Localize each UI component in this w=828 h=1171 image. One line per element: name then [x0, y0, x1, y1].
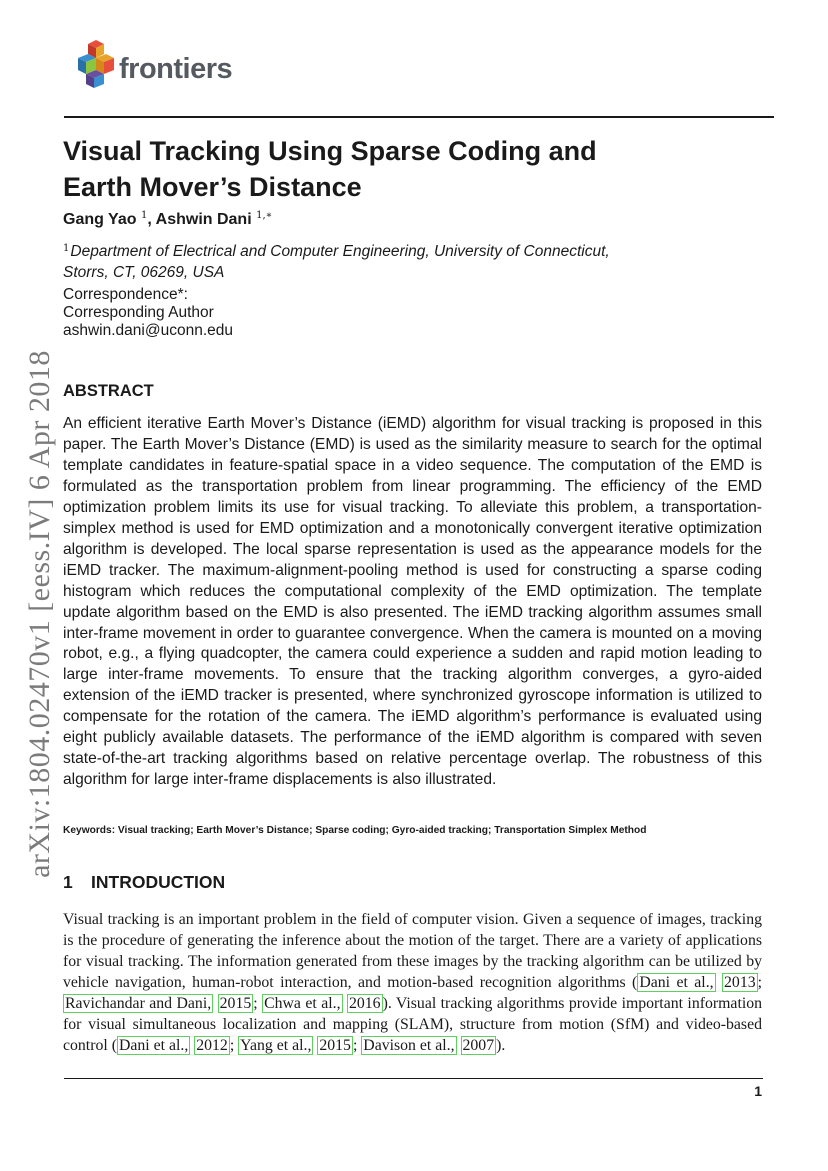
affiliation-line-1: Department of Electrical and Computer Engineering, University of Connecticut,: [70, 243, 610, 260]
correspondence-label: Correspondence*:: [63, 286, 188, 303]
citation-link[interactable]: Yang et al.,: [240, 1037, 312, 1054]
citation-separator: ;: [229, 1037, 239, 1054]
header-rule: [64, 116, 774, 118]
citation-link[interactable]: Dani et al.,: [118, 1037, 189, 1054]
page-number: 1: [754, 1083, 762, 1099]
intro-text: ). Visual tracking algorithms provide important information for visual simultaneous localization and mapping (SLAM), structure from motion (SfM) and video-based control (: [63, 995, 763, 1054]
intro-text: Visual tracking is an important problem in the field of computer vision. Given a sequence of images, tracking is the procedure of generating the inference about the motion of the target. There are a variety of applications for visual tracking. The information generated from these images by the tracking algorithm can be utilized by vehicle navigation, human-robot interaction, and motion-based recognition algorithms (: [63, 911, 762, 991]
section-number: 1: [63, 872, 73, 892]
frontiers-wordmark: frontiers: [119, 53, 233, 85]
citation-link[interactable]: Dani et al.,: [639, 974, 714, 991]
author-name: Gang Yao: [63, 211, 137, 228]
author-affiliation-mark: 1: [140, 210, 148, 221]
affiliation-mark: 1: [63, 243, 70, 254]
intro-text: ).: [496, 1037, 506, 1054]
citation-year-link[interactable]: 2015: [319, 1037, 351, 1054]
introduction-paragraph: [63, 909, 762, 1056]
title-line-1: Visual Tracking Using Sparse Coding and: [63, 136, 597, 166]
keywords: Keywords: Visual tracking; Earth Mover’s Distance; Sparse coding; Gyro-aided tracking; Transportation Simplex Method: [63, 825, 647, 836]
affiliation-line-2: Storrs, CT, 06269, USA: [63, 264, 225, 281]
citation-year-link[interactable]: 2016: [348, 995, 381, 1012]
arxiv-id[interactable]: arXiv:1804.02470v1 [eess.IV] 6 Apr 2018: [23, 350, 56, 878]
correspondence-author: Corresponding Author: [63, 304, 214, 321]
author-separator: ,: [147, 211, 156, 228]
citation-separator: ;: [352, 1037, 362, 1054]
paper-title: [63, 133, 743, 205]
author-list: [63, 210, 272, 229]
footer-rule: [64, 1078, 763, 1079]
citation-link[interactable]: Davison et al.,: [363, 1037, 455, 1054]
citation-year-link[interactable]: 2007: [462, 1037, 495, 1054]
citation-year-link[interactable]: 2015: [219, 995, 252, 1012]
citation-link[interactable]: Chwa et al.,: [264, 995, 341, 1012]
abstract-heading: ABSTRACT: [63, 382, 154, 400]
section-heading: [63, 872, 225, 893]
citation-year-link[interactable]: 2013: [724, 974, 756, 991]
author-affiliation-mark: 1,∗: [256, 210, 273, 221]
author-name: Ashwin Dani: [155, 211, 252, 228]
citation-separator: ;: [757, 974, 763, 991]
correspondence-block: [63, 286, 233, 340]
affiliation: [63, 238, 743, 283]
correspondence-email[interactable]: ashwin.dani@uconn.edu: [63, 322, 233, 339]
citation-separator: ;: [253, 995, 263, 1012]
section-title: INTRODUCTION: [91, 872, 226, 892]
citation-year-link[interactable]: 2012: [196, 1037, 228, 1054]
abstract-text: An efficient iterative Earth Mover’s Distance (iEMD) algorithm for visual tracking is proposed in this paper. The Earth Mover’s Distance (EMD) is used as the similarity measure to search for the optimal template candidates in feature-spatial space in a video sequence. The computation of the EMD is formulated as the transportation problem from linear programming. The efficiency of the EMD optimization problem limits its use for visual tracking. To alleviate this problem, a transportation-simplex method is used for EMD optimization and a monotonically convergent iterative optimization algorithm is developed. The local sparse representation is used as the appearance models for the iEMD tracker. The maximum-alignment-pooling method is used for constructing a sparse coding histogram which reduces the computational complexity of the EMD optimization. The template update algorithm based on the EMD is also presented. The iEMD tracking algorithm assumes small inter-frame movement in order to guarantee convergence. When the camera is mounted on a moving robot, e.g., a flying quadcopter, the camera could experience a sudden and rapid motion leading to large inter-frame movements. To ensure that the tracking algorithm converges, a gyro-aided extension of the iEMD tracker is presented, where synchronized gyroscope information is utilized to compensate for the rotation of the camera. The iEMD algorithm’s performance is evaluated using eight publicly available datasets. The performance of the iEMD algorithm is compared with seven state-of-the-art tracking algorithms based on relative percentage overlap. The robustness of this algorithm for large inter-frame displacements is also illustrated.: [63, 415, 762, 789]
title-line-2: Earth Mover’s Distance: [63, 172, 362, 202]
citation-link[interactable]: Ravichandar and Dani,: [65, 995, 212, 1012]
